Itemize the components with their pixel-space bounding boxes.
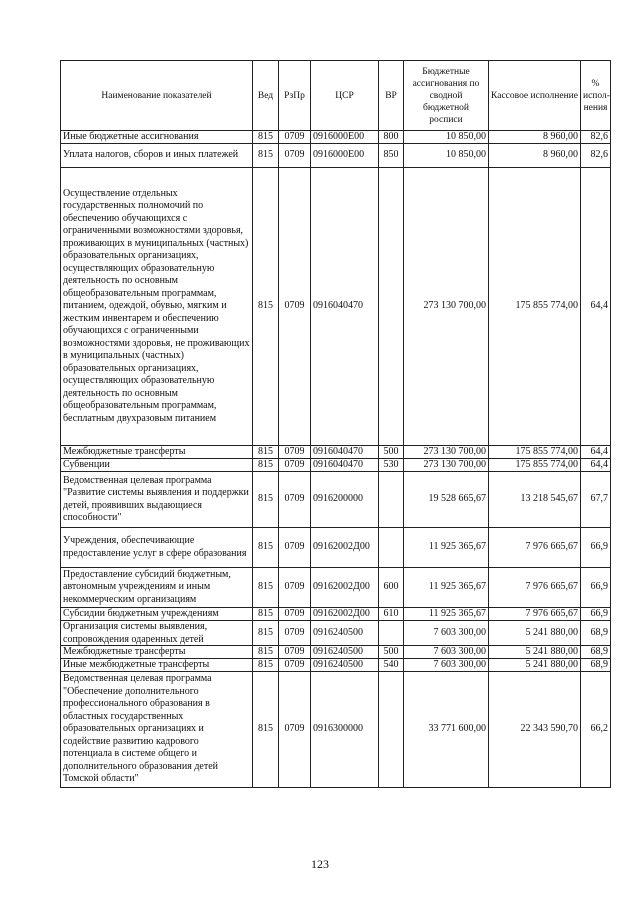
cell-vr xyxy=(379,459,404,472)
cell-ved-text: 815 xyxy=(258,300,273,312)
header-pct: % испол- нения xyxy=(581,61,611,131)
cell-name xyxy=(61,646,253,659)
cell-ved xyxy=(253,672,279,788)
cell-csr xyxy=(311,608,379,621)
cell-ved xyxy=(253,659,279,672)
cell-vr-text: 500 xyxy=(383,646,399,657)
cell-ved-text: 815 xyxy=(258,149,273,161)
cell-rzpr-text: 0709 xyxy=(284,149,305,161)
header-budget: Бюджетные ассигнования по сводной бюджетной росписи xyxy=(404,61,489,131)
cell-csr-text: 0916040470 xyxy=(313,459,363,470)
cell-ved-text: 815 xyxy=(258,723,273,735)
cell-cash-text: 13 218 545,67 xyxy=(520,493,578,505)
table-row xyxy=(61,568,611,608)
cell-vr-text: 610 xyxy=(383,608,399,619)
header-cash: Кассовое исполнение xyxy=(489,61,581,131)
cell-ved-text: 815 xyxy=(258,659,273,670)
cell-cash-text: 175 855 774,00 xyxy=(515,300,578,312)
cell-pct-text: 64,4 xyxy=(590,459,608,470)
cell-pct xyxy=(581,568,611,608)
cell-ved xyxy=(253,621,279,646)
cell-pct-text: 68,9 xyxy=(590,646,608,657)
cell-csr-text: 0916000Е00 xyxy=(313,131,365,142)
cell-csr-text: 0916240500 xyxy=(313,659,363,670)
cell-rzpr xyxy=(279,168,311,446)
cell-pct-text: 66,2 xyxy=(590,723,608,735)
cell-budget-text: 33 771 600,00 xyxy=(428,723,486,735)
cell-name xyxy=(61,446,253,459)
cell-csr-text: 0916040470 xyxy=(313,300,363,312)
cell-name-text: Организация системы выявления, сопровождения одаренных детей xyxy=(63,621,208,645)
cell-budget-text: 7 603 300,00 xyxy=(433,646,486,657)
cell-rzpr-text: 0709 xyxy=(284,300,305,312)
table-row xyxy=(61,459,611,472)
cell-name-text: Предоставление субсидий бюджетным, автономным учреждениям и иным некоммерческим организациям xyxy=(63,568,231,605)
cell-vr-text: 530 xyxy=(383,459,399,470)
cell-cash xyxy=(489,646,581,659)
cell-rzpr-text: 0709 xyxy=(284,131,305,142)
header-name: Наименование показателей xyxy=(61,61,253,131)
cell-rzpr-text: 0709 xyxy=(284,446,305,457)
cell-cash-text: 5 241 880,00 xyxy=(525,659,578,670)
cell-vr xyxy=(379,659,404,672)
cell-name-text: Ведомственная целевая программа "Развитие системы выявления и поддержки детей, проявивших выдающиеся способности" xyxy=(63,474,249,523)
cell-rzpr-text: 0709 xyxy=(284,646,305,657)
cell-ved xyxy=(253,459,279,472)
cell-budget xyxy=(404,672,489,788)
cell-vr xyxy=(379,672,404,788)
cell-pct xyxy=(581,608,611,621)
cell-name xyxy=(61,459,253,472)
cell-csr-text: 0916240500 xyxy=(313,626,363,638)
cell-ved xyxy=(253,168,279,446)
cell-rzpr-text: 0709 xyxy=(284,659,305,670)
table-row xyxy=(61,608,611,621)
cell-csr xyxy=(311,672,379,788)
cell-csr xyxy=(311,621,379,646)
cell-pct xyxy=(581,446,611,459)
table-header-row xyxy=(61,61,611,131)
cell-pct-text: 82,6 xyxy=(590,131,608,142)
cell-csr xyxy=(311,528,379,568)
cell-ved xyxy=(253,568,279,608)
cell-cash xyxy=(489,446,581,459)
cell-csr-text: 0916040470 xyxy=(313,446,363,457)
cell-pct-text: 67,7 xyxy=(590,493,608,505)
cell-pct xyxy=(581,646,611,659)
cell-pct xyxy=(581,672,611,788)
cell-ved xyxy=(253,131,279,144)
page-number: 123 xyxy=(311,857,329,871)
table-row xyxy=(61,659,611,672)
cell-name-text: Межбюджетные трансферты xyxy=(63,646,186,657)
cell-name-text: Осуществление отдельных государственных полномочий по обеспечению обучающихся с ограниченными возможностями здоровья, проживающих в муниципальных (частных) образовательных организациях, осуществляющих образовательную деятельность по основным общеобразовательным программам, питанием, одеждой, обувью, мягким и жестким инвентарем и обеспечению обучающихся с ограниченными возможностями здоровья, не проживающих в муниципальных (частных) образовательных организациях, осуществляющих образовательную деятельность по основным общеобразовательным программам, бесплатным двухразовым питанием xyxy=(63,187,250,424)
cell-rzpr-text: 0709 xyxy=(284,581,305,593)
cell-rzpr xyxy=(279,646,311,659)
cell-cash-text: 8 960,00 xyxy=(543,149,578,161)
cell-vr xyxy=(379,131,404,144)
cell-pct xyxy=(581,528,611,568)
cell-cash-text: 7 976 665,67 xyxy=(525,541,578,553)
cell-name-text: Ведомственная целевая программа "Обеспечение дополнительного профессионального образования в областных государственных образовательных организациях и содействие развитию кадрового потенциала в системе общего и дополнительного образования детей Томской области" xyxy=(63,673,218,785)
cell-cash xyxy=(489,621,581,646)
cell-cash-text: 5 241 880,00 xyxy=(525,646,578,657)
cell-pct-text: 66,9 xyxy=(590,608,608,619)
cell-rzpr-text: 0709 xyxy=(284,541,305,553)
cell-rzpr xyxy=(279,608,311,621)
cell-ved xyxy=(253,144,279,168)
cell-pct xyxy=(581,621,611,646)
cell-name xyxy=(61,659,253,672)
cell-budget xyxy=(404,459,489,472)
cell-cash-text: 175 855 774,00 xyxy=(515,446,578,457)
cell-vr xyxy=(379,472,404,528)
cell-ved-text: 815 xyxy=(258,646,273,657)
cell-rzpr-text: 0709 xyxy=(284,608,305,619)
cell-budget-text: 273 130 700,00 xyxy=(423,300,486,312)
cell-pct-text: 82,6 xyxy=(590,149,608,161)
cell-csr xyxy=(311,472,379,528)
cell-csr-text: 09162002Д00 xyxy=(313,608,370,619)
cell-cash xyxy=(489,608,581,621)
cell-budget-text: 273 130 700,00 xyxy=(423,446,486,457)
cell-ved xyxy=(253,528,279,568)
table-row xyxy=(61,646,611,659)
cell-pct xyxy=(581,131,611,144)
cell-rzpr-text: 0709 xyxy=(284,626,305,638)
cell-name xyxy=(61,144,253,168)
cell-csr-text: 0916240500 xyxy=(313,646,363,657)
cell-name xyxy=(61,472,253,528)
cell-name-text: Иные межбюджетные трансферты xyxy=(63,659,210,670)
header-rzpr: РзПр xyxy=(279,61,311,131)
cell-vr-text: 600 xyxy=(383,581,399,593)
cell-pct-text: 68,9 xyxy=(590,659,608,670)
cell-budget xyxy=(404,528,489,568)
cell-name-text: Учреждения, обеспечивающие предоставление услуг в сфере образования xyxy=(63,535,247,559)
cell-cash xyxy=(489,168,581,446)
cell-ved-text: 815 xyxy=(258,493,273,505)
cell-budget-text: 19 528 665,67 xyxy=(428,493,486,505)
cell-budget xyxy=(404,568,489,608)
cell-name xyxy=(61,621,253,646)
cell-ved xyxy=(253,646,279,659)
cell-vr-text: 540 xyxy=(383,659,399,670)
table-row xyxy=(61,131,611,144)
cell-csr xyxy=(311,646,379,659)
cell-name xyxy=(61,168,253,446)
cell-cash xyxy=(489,131,581,144)
cell-csr-text: 09162002Д00 xyxy=(313,581,370,593)
cell-vr xyxy=(379,144,404,168)
cell-ved-text: 815 xyxy=(258,626,273,638)
cell-pct xyxy=(581,472,611,528)
cell-name-text: Межбюджетные трансферты xyxy=(63,446,186,457)
cell-budget xyxy=(404,131,489,144)
cell-budget xyxy=(404,608,489,621)
cell-name xyxy=(61,568,253,608)
cell-vr xyxy=(379,621,404,646)
cell-vr-text: 850 xyxy=(383,149,399,161)
cell-budget xyxy=(404,646,489,659)
table-row xyxy=(61,144,611,168)
cell-rzpr-text: 0709 xyxy=(284,493,305,505)
cell-budget-text: 11 925 365,67 xyxy=(428,581,486,593)
cell-rzpr xyxy=(279,472,311,528)
cell-budget xyxy=(404,144,489,168)
cell-csr xyxy=(311,659,379,672)
cell-csr-text: 09162002Д00 xyxy=(313,541,370,553)
cell-budget-text: 7 603 300,00 xyxy=(433,626,486,638)
cell-cash xyxy=(489,659,581,672)
cell-name-text: Уплата налогов, сборов и иных платежей xyxy=(63,149,239,161)
cell-vr xyxy=(379,446,404,459)
cell-budget-text: 10 850,00 xyxy=(446,149,486,161)
cell-budget-text: 273 130 700,00 xyxy=(423,459,486,470)
cell-pct-text: 64,4 xyxy=(590,300,608,312)
cell-csr-text: 0916000Е00 xyxy=(313,149,365,161)
header-vr: ВР xyxy=(379,61,404,131)
cell-pct xyxy=(581,144,611,168)
cell-csr xyxy=(311,446,379,459)
cell-pct-text: 66,9 xyxy=(590,581,608,593)
cell-cash xyxy=(489,528,581,568)
cell-budget xyxy=(404,659,489,672)
cell-ved-text: 815 xyxy=(258,459,273,470)
cell-budget-text: 11 925 365,67 xyxy=(428,608,486,619)
cell-cash xyxy=(489,144,581,168)
cell-name xyxy=(61,672,253,788)
cell-budget xyxy=(404,168,489,446)
budget-execution-table xyxy=(60,60,611,788)
cell-name xyxy=(61,608,253,621)
cell-rzpr xyxy=(279,144,311,168)
cell-budget-text: 7 603 300,00 xyxy=(433,659,486,670)
table-row xyxy=(61,528,611,568)
cell-csr xyxy=(311,131,379,144)
table-row xyxy=(61,621,611,646)
cell-cash-text: 7 976 665,67 xyxy=(525,608,578,619)
cell-pct xyxy=(581,459,611,472)
cell-budget-text: 11 925 365,67 xyxy=(428,541,486,553)
cell-ved xyxy=(253,472,279,528)
cell-cash-text: 8 960,00 xyxy=(543,131,578,142)
cell-budget xyxy=(404,472,489,528)
cell-ved-text: 815 xyxy=(258,131,273,142)
cell-cash xyxy=(489,472,581,528)
cell-name-text: Субвенции xyxy=(63,459,110,470)
table-row xyxy=(61,672,611,788)
cell-rzpr xyxy=(279,672,311,788)
cell-ved-text: 815 xyxy=(258,541,273,553)
cell-cash xyxy=(489,672,581,788)
cell-pct-text: 68,9 xyxy=(590,626,608,638)
cell-cash-text: 7 976 665,67 xyxy=(525,581,578,593)
header-ved: Вед xyxy=(253,61,279,131)
cell-pct-text: 66,9 xyxy=(590,541,608,553)
cell-pct xyxy=(581,168,611,446)
cell-ved xyxy=(253,608,279,621)
cell-rzpr xyxy=(279,131,311,144)
cell-budget xyxy=(404,446,489,459)
cell-pct-text: 64,4 xyxy=(590,446,608,457)
cell-vr xyxy=(379,168,404,446)
cell-name-text: Иные бюджетные ассигнования xyxy=(63,131,199,142)
cell-rzpr-text: 0709 xyxy=(284,459,305,470)
cell-ved-text: 815 xyxy=(258,581,273,593)
table-body xyxy=(61,131,611,788)
cell-vr xyxy=(379,646,404,659)
cell-rzpr xyxy=(279,568,311,608)
cell-name xyxy=(61,528,253,568)
cell-cash xyxy=(489,568,581,608)
cell-rzpr xyxy=(279,528,311,568)
cell-csr-text: 0916300000 xyxy=(313,723,363,735)
cell-rzpr xyxy=(279,459,311,472)
cell-csr xyxy=(311,459,379,472)
cell-csr xyxy=(311,168,379,446)
cell-ved-text: 815 xyxy=(258,608,273,619)
table-row xyxy=(61,446,611,459)
cell-name-text: Субсидии бюджетным учреждениям xyxy=(63,608,219,619)
cell-name xyxy=(61,131,253,144)
cell-rzpr xyxy=(279,659,311,672)
cell-vr xyxy=(379,528,404,568)
cell-vr xyxy=(379,608,404,621)
cell-cash-text: 175 855 774,00 xyxy=(515,459,578,470)
cell-vr-text: 500 xyxy=(383,446,399,457)
cell-pct xyxy=(581,659,611,672)
cell-rzpr xyxy=(279,621,311,646)
cell-ved-text: 815 xyxy=(258,446,273,457)
header-csr: ЦСР xyxy=(311,61,379,131)
cell-vr xyxy=(379,568,404,608)
cell-vr-text: 800 xyxy=(383,131,399,142)
cell-rzpr xyxy=(279,446,311,459)
cell-cash-text: 22 343 590,70 xyxy=(520,723,578,735)
cell-budget xyxy=(404,621,489,646)
cell-csr xyxy=(311,144,379,168)
cell-csr xyxy=(311,568,379,608)
cell-rzpr-text: 0709 xyxy=(284,723,305,735)
cell-csr-text: 0916200000 xyxy=(313,493,363,505)
cell-cash-text: 5 241 880,00 xyxy=(525,626,578,638)
table-row xyxy=(61,168,611,446)
cell-budget-text: 10 850,00 xyxy=(446,131,486,142)
cell-cash xyxy=(489,459,581,472)
table-row xyxy=(61,472,611,528)
cell-ved xyxy=(253,446,279,459)
